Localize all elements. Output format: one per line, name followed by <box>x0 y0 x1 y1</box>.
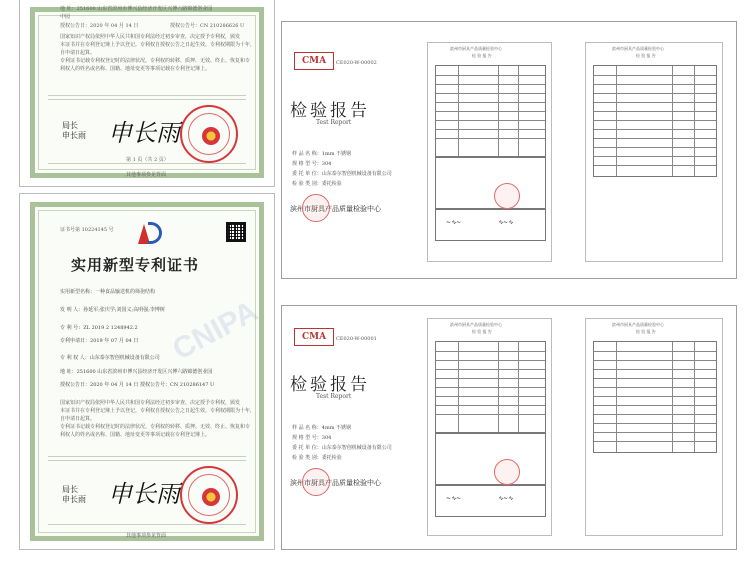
page-subheader: 检 验 报 告 <box>636 329 656 334</box>
field-sample-name: 样 品 名 称：1mm 不锈钢 <box>292 151 352 157</box>
signature: ~∿~ <box>446 495 462 502</box>
signature: ∿~∿ <box>498 219 514 226</box>
page-footer: 第 1 页（共 2 页） <box>126 157 169 163</box>
report-page-3 <box>585 42 723 262</box>
certificate-title: 实用新型专利证书 <box>71 256 200 274</box>
director-label: 局长 <box>62 121 78 130</box>
paragraph-line: 自申请日起算。 <box>60 416 96 422</box>
paragraph-line: 国家知识产权局依照中华人民共和国专利法经过初步审查，决定授予专利权，颁发 <box>60 34 241 40</box>
test-report-top <box>281 21 737 279</box>
divider <box>48 163 246 164</box>
field-client: 委 托 单 位：山东泰尔智创机械设备有限公司 <box>292 445 392 451</box>
institute-name: 滨州市厨具产品质量检验中心 <box>290 205 381 213</box>
official-seal <box>180 466 238 524</box>
report-title: 检验报告 <box>290 101 370 121</box>
national-emblem-icon <box>202 488 220 506</box>
report-number: CE020-W-00002 <box>336 60 377 66</box>
report-subtitle: Test Report <box>316 119 352 126</box>
page-subheader: 检 验 报 告 <box>472 329 492 334</box>
paragraph-line: 专利证书记载专利权登记时的法律状况。专利权的转移、质押、无效、终止、恢复和专 <box>60 424 251 430</box>
results-table <box>593 65 717 177</box>
paragraph-line: 利权人的姓名或名称、国籍、地址变更等事项记载在专利登记簿上。 <box>60 432 211 438</box>
red-stamp <box>494 183 520 209</box>
report-subtitle: Test Report <box>316 393 352 400</box>
page-footer-note: 其他事项参见背面 <box>126 172 167 178</box>
paragraph-line: 本证书并在专利登记簿上予以登记。专利权自授权公告之日起生效。专利权期限为十年， <box>60 42 256 48</box>
paragraph-line: 利权人的姓名或名称、国籍、地址变更等事项记载在专利登记簿上。 <box>60 66 211 72</box>
red-stamp <box>302 468 330 496</box>
institute-name: 滨州市厨具产品质量检验中心 <box>290 479 381 487</box>
paragraph-line: 自申请日起算。 <box>60 50 96 56</box>
divider <box>48 456 246 457</box>
national-emblem-icon <box>202 127 220 145</box>
conclusion-box <box>435 433 546 485</box>
director-name-label: 申长雨 <box>62 131 86 140</box>
field-patent-number: 专 利 号：ZL 2019 2 1248942.2 <box>60 325 138 331</box>
page-header: 滨州市厨具产品质量检验中心 <box>612 46 664 51</box>
divider <box>48 95 246 96</box>
test-report-bottom <box>281 305 737 550</box>
paragraph-line: 本证书并在专利登记簿上予以登记。专利权自授权公告之日起生效。专利权期限为十年， <box>60 408 256 414</box>
director-label: 局长 <box>62 485 78 494</box>
results-table <box>593 341 717 453</box>
cnipa-logo <box>138 222 164 246</box>
field-model: 规 格 型 号：304 <box>292 435 332 441</box>
patent-certificate-bottom <box>19 193 275 550</box>
field-grant-date: 授权公告日：2020 年 04 月 14 日 授权公告号：CN 210286147 U <box>60 382 215 388</box>
page-subheader: 检 验 报 告 <box>636 53 656 58</box>
field-model: 规 格 型 号：304 <box>292 161 332 167</box>
page-header: 滨州市厨具产品质量检验中心 <box>612 322 664 327</box>
field-category: 检 验 类 别：委托检验 <box>292 181 342 187</box>
red-stamp <box>494 459 520 485</box>
field-name: 实用新型名称：一种食品输送机的筛孢结构 <box>60 289 156 295</box>
director-signature: 申长雨 <box>108 480 180 508</box>
certificate-number: 证书号第 10224145 号 <box>60 227 114 233</box>
field-patentee: 专 利 权 人：山东泰尔智创机械设备有限公司 <box>60 355 160 361</box>
report-page-3 <box>585 318 723 536</box>
director-signature: 申长雨 <box>108 119 180 147</box>
page-footer: 其他事项参见背面 <box>126 533 167 539</box>
conclusion-box <box>435 157 546 209</box>
divider <box>48 460 246 461</box>
patent-certificate-top <box>19 0 275 187</box>
cma-mark: CMA <box>294 328 334 346</box>
inspection-table <box>435 65 546 157</box>
address-line: 地 址：251600 山东省滨州市博兴县经济开发区兴博六路锦德创业园 <box>60 6 213 12</box>
field-category: 检 验 类 别：委托检验 <box>292 455 342 461</box>
grant-number: 授权公告号：CN 210286626 U <box>170 23 245 29</box>
divider <box>48 524 246 525</box>
field-address: 地 址：251600 山东省滨州市博兴县经济开发区兴博六路锦德创业园 <box>60 369 213 375</box>
field-inventor: 发 明 人：孙延军;张庆学;刘国义;高明强;李博树 <box>60 307 165 313</box>
signature: ~∿~ <box>446 219 462 226</box>
watermark: CNIPA <box>167 294 264 367</box>
page-subheader: 检 验 报 告 <box>472 53 492 58</box>
red-stamp <box>302 194 330 222</box>
signature: ∿~∿ <box>498 495 514 502</box>
field-client: 委 托 单 位：山东泰尔智创机械设备有限公司 <box>292 171 392 177</box>
grant-date: 授权公告日：2020 年 04 月 14 日 <box>60 23 139 29</box>
paragraph-line: 国家知识产权局依照中华人民共和国专利法经过初步审查，决定授予专利权，颁发 <box>60 400 241 406</box>
paragraph-line: 专利证书记载专利权登记时的法律状况。专利权的转移、质押、无效、终止、恢复和专 <box>60 58 251 64</box>
report-page-2 <box>427 42 552 262</box>
report-page-2 <box>427 318 552 536</box>
page-header: 滨州市厨具产品质量检验中心 <box>450 322 502 327</box>
director-name-label: 申长雨 <box>62 495 86 504</box>
divider <box>48 99 246 100</box>
inspection-table <box>435 341 546 433</box>
official-seal <box>180 105 238 163</box>
qr-code <box>226 222 246 242</box>
cma-mark: CMA <box>294 52 334 70</box>
page-header: 滨州市厨具产品质量检验中心 <box>450 46 502 51</box>
field-application-date: 专利申请日：2019 年 07 月 04 日 <box>60 338 139 344</box>
address-line-2: 中园 <box>60 14 71 20</box>
field-sample-name: 样 品 名 称：4mm 不锈钢 <box>292 425 352 431</box>
report-number: CE020-W-00001 <box>336 336 377 342</box>
report-title: 检验报告 <box>290 375 370 395</box>
